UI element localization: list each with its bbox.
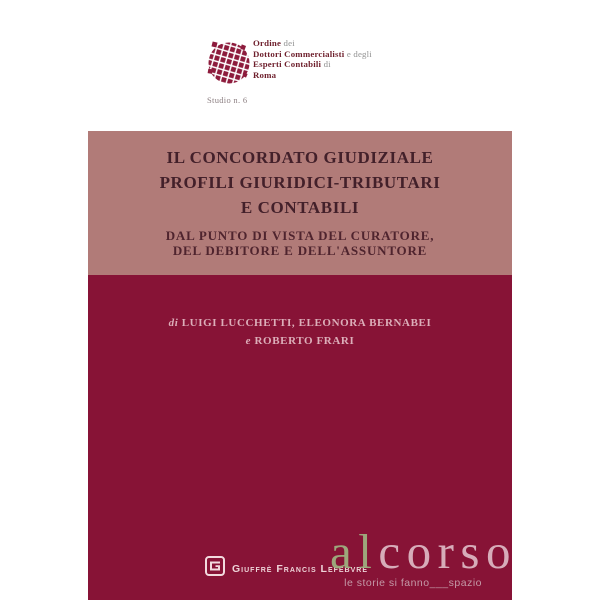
org-name-line bbox=[253, 59, 372, 70]
studio-note: Studio n. 6 bbox=[207, 95, 248, 105]
cover-body bbox=[88, 275, 517, 600]
authors-prefix: e bbox=[245, 334, 255, 347]
book-subtitle bbox=[88, 228, 512, 258]
org-name-rest: di bbox=[321, 59, 331, 70]
authors-block bbox=[88, 315, 512, 350]
publisher-name: Giuffrè Francis Lefebvre bbox=[232, 562, 369, 575]
alcorso-watermark bbox=[329, 524, 517, 579]
org-name-rest: dei bbox=[281, 38, 295, 48]
authors-prefix: di bbox=[168, 317, 182, 329]
authors-line bbox=[88, 315, 512, 333]
org-name-rest: e degli bbox=[344, 48, 372, 59]
authors-line bbox=[88, 333, 512, 351]
org-name-block bbox=[253, 38, 372, 81]
org-name-strong: Ordine bbox=[253, 38, 282, 48]
watermark-tagline: le storie si fanno___spazio bbox=[344, 577, 482, 589]
book-title-line: IL CONCORDATO GIUDIZIALE bbox=[166, 148, 434, 167]
authors-names: LUIGI LUCCHETTI, ELEONORA BERNABEI bbox=[181, 317, 432, 329]
org-name-strong: Esperti Contabili bbox=[253, 59, 322, 70]
book-cover bbox=[88, 0, 517, 600]
giuffre-square-icon bbox=[205, 556, 225, 581]
book-title bbox=[88, 131, 512, 220]
book-subtitle-line: DAL PUNTO DI VISTA DEL CURATORE, bbox=[165, 228, 435, 243]
mosaic-circle-icon bbox=[207, 40, 251, 86]
authors-names: ROBERTO FRARI bbox=[254, 334, 355, 347]
org-name-strong: Dottori Commercialisti bbox=[253, 48, 345, 59]
org-name-line bbox=[253, 38, 372, 49]
book-title-line: E CONTABILI bbox=[240, 198, 360, 217]
book-subtitle-line: DEL DEBITORE E DELL'ASSUNTORE bbox=[172, 243, 428, 258]
watermark-corso: corso bbox=[378, 524, 517, 579]
org-name-line bbox=[253, 49, 372, 60]
watermark-al: al bbox=[329, 524, 379, 579]
org-name-strong: Roma bbox=[253, 70, 277, 81]
title-band bbox=[88, 131, 512, 275]
book-title-line: PROFILI GIURIDICI-TRIBUTARI bbox=[159, 173, 441, 192]
org-name-line bbox=[253, 70, 372, 81]
